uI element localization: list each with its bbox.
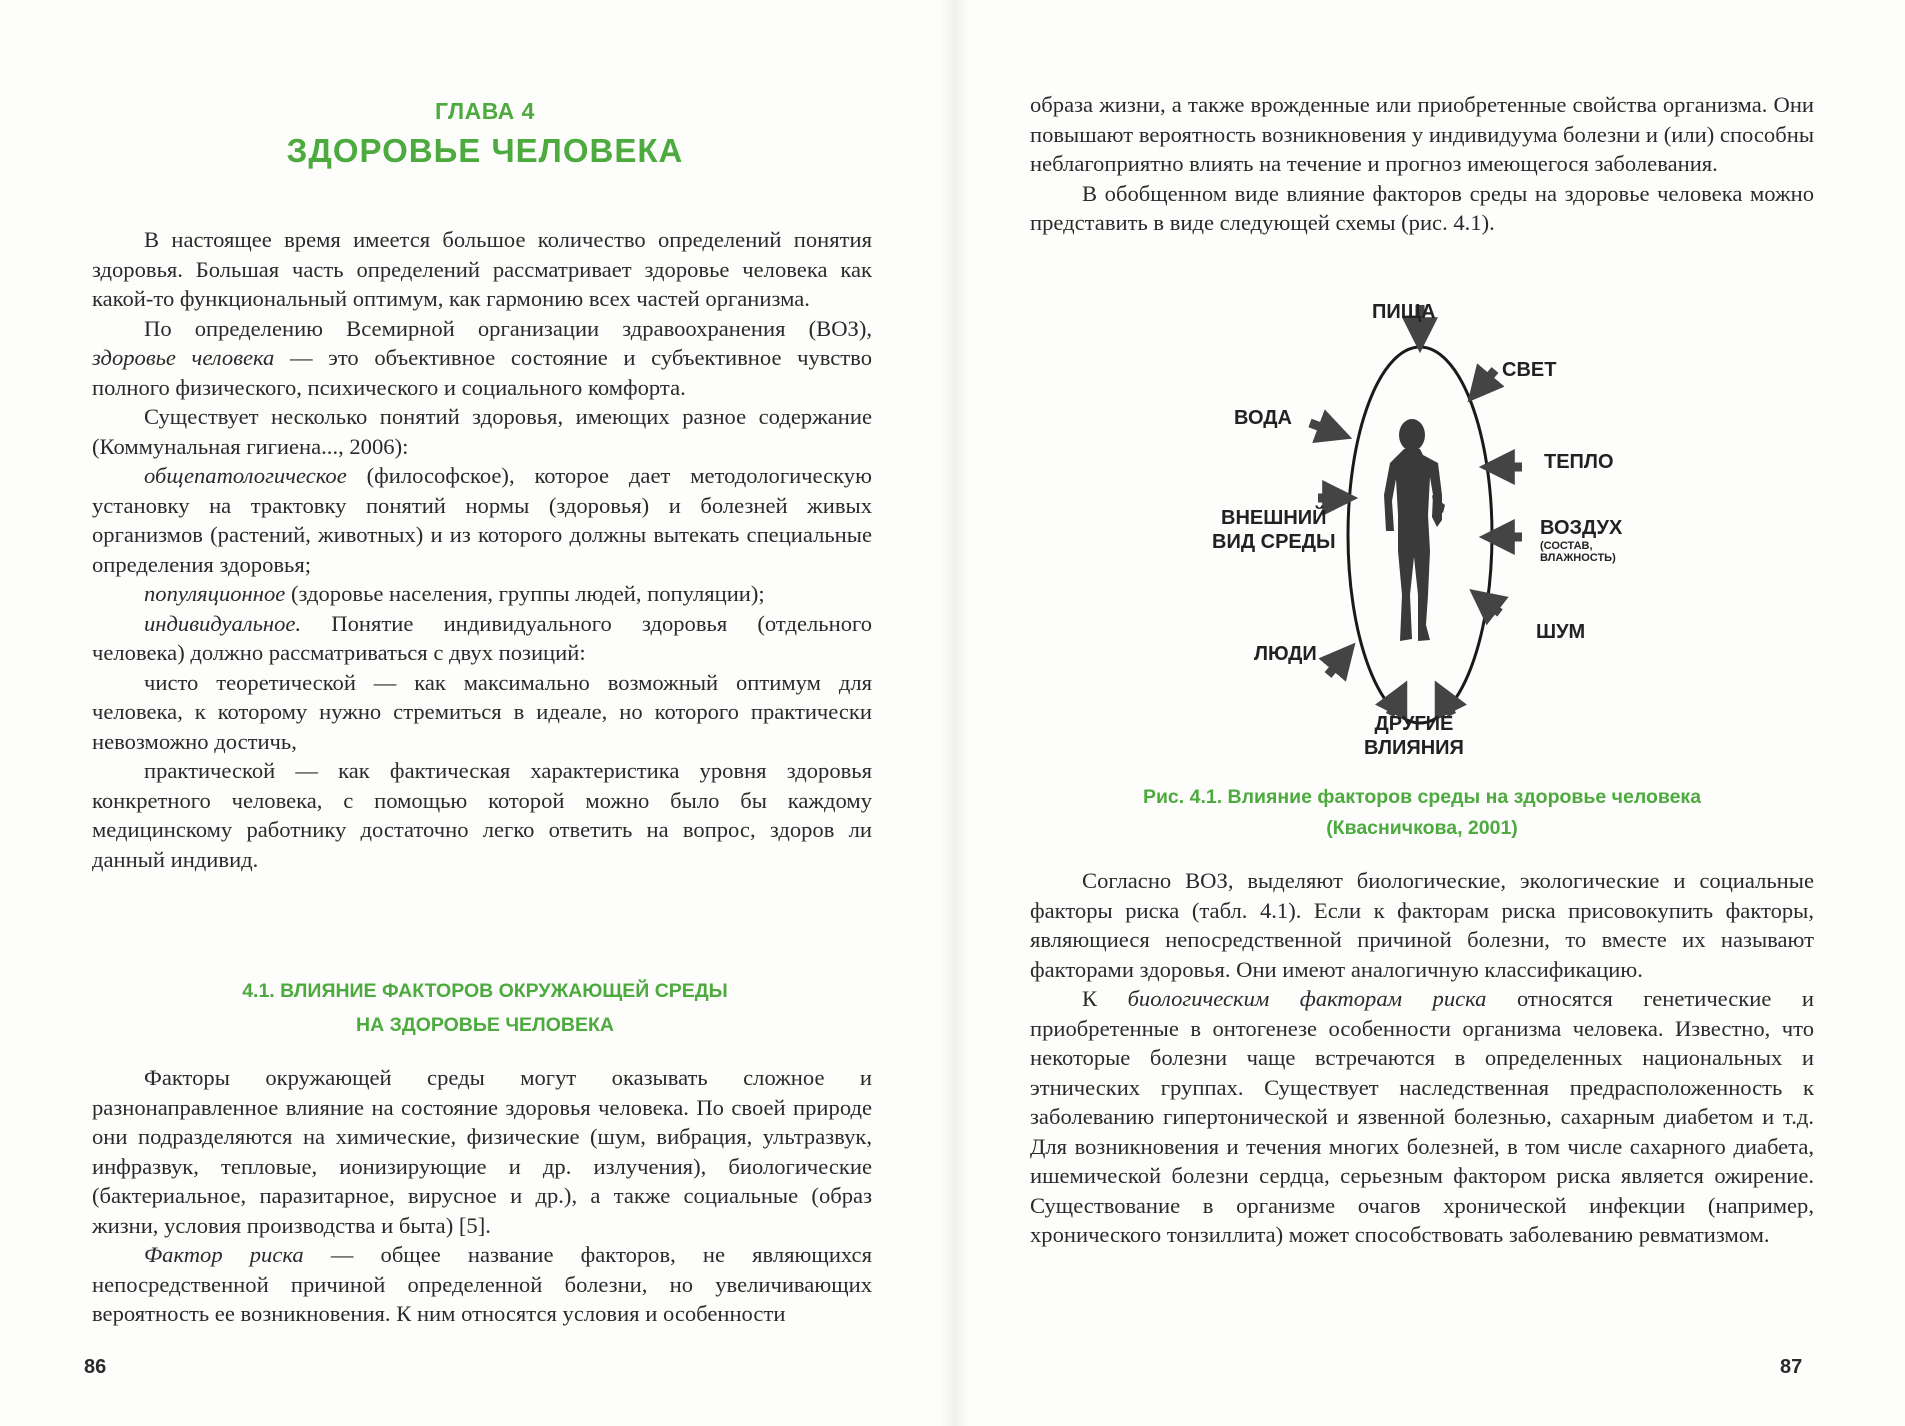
label-people: ЛЮДИ — [1254, 643, 1317, 665]
risk-factors-text-block — [1030, 866, 1814, 1250]
term-italic: здоровье человека — [92, 345, 275, 370]
chapter-label: ГЛАВА 4 — [435, 98, 535, 124]
figure-caption — [1030, 782, 1814, 844]
term-italic: общепатологическое — [144, 463, 347, 488]
term-italic: популяционное — [144, 581, 286, 606]
paragraph: Существует несколько понятий здоровья, имеющих разное содержание (Коммунальная гигиена..., 2006): — [92, 404, 872, 459]
paragraph: практической — как фактическая характеристика уровня здоровья конкретного человека, с помощью которой можно было бы каждому медицинскому работнику достаточно легко ответить на вопрос, здоров ли данный индивид. — [92, 758, 872, 872]
label-heat: ТЕПЛО — [1544, 451, 1614, 473]
paragraph: В обобщенном виде влияние факторов среды на здоровье человека можно представить в виде следующей схемы (рис. 4.1). — [1030, 180, 1814, 235]
paragraph-text: — это объективное состояние и субъективное чувство полного физического, психического и социального комфорта. — [92, 345, 872, 400]
label-water: ВОДА — [1234, 407, 1292, 429]
label-appearance — [1212, 506, 1336, 554]
arrow-light — [1478, 370, 1495, 390]
arrow-people — [1328, 655, 1345, 675]
label-other-line: ДРУГИЕ — [1374, 713, 1454, 735]
paragraph: Факторы окружающей среды могут оказывать сложное и разнонаправленное влияние на состояние здоровья человека. По своей природе они подразделяются на химические, физические (шум, вибрация, ультразвук, инфразвук, тепловые, ионизирующие и др. излучения), биологические (бактериальное, паразитарное, вирусное и др.), а также социальные (образ жизни, условия производства и быта) [5]. — [92, 1065, 872, 1238]
page-number: 87 — [1780, 1356, 1803, 1378]
label-air-sub: ВЛАЖНОСТЬ) — [1540, 552, 1616, 564]
paragraph: чисто теоретической — как максимально возможный оптимум для человека, к которому нужно стремиться в идеале, но которого практически невозможно достичь, — [92, 669, 872, 754]
arrow-water — [1310, 423, 1337, 433]
label-other-line: ВЛИЯНИЯ — [1364, 737, 1464, 759]
paragraph-text: Понятие индивидуального здоровья (отдельного человека) должно рассматриваться с двух позиций: — [92, 610, 872, 665]
chapter-title: ЗДОРОВЬЕ ЧЕЛОВЕКА — [286, 132, 684, 169]
term-italic: биологическим факторам риска — [1127, 986, 1487, 1011]
paragraph-text: По определению Всемирной организации здравоохранения (ВОЗ), — [144, 315, 872, 341]
label-appearance-line: ВНЕШНИЙ — [1221, 507, 1327, 529]
paragraph-text: (философское), которое дает методологическую установку на трактовку понятий нормы (здоровья) и болезней живых организмов (растений, животных) и из которого должны вытекать специальные определения здоровья; — [92, 463, 872, 577]
paragraph: В настоящее время имеется большое количество определений понятия здоровья. Большая часть определений рассматривает здоровье человека как какой-то функциональный оптимум, как гармонию всех частей организма. — [92, 227, 872, 311]
paragraph-text: относятся генетические и приобретенные в онтогенезе особенности организма человека. Известно, что некоторые болезни чаще встречаются в определенных национальных и этнических группах. Существует наследственная предрасположенность к заболеванию гипертонической и язвенной болезнью, сахарным диабетом и т.д. Для возникновения и течения многих болезней, в том числе сахарного диабета, ишемической болезни сердца, серьезным фактором риска является ожирение. Существование в организме очагов хронической инфекции (например, хронического тонзиллита) может способствовать заболеванию ревматизмом. — [1030, 986, 1814, 1247]
page-number: 86 — [84, 1356, 107, 1378]
label-air-title: ВОЗДУХ — [1540, 517, 1623, 539]
label-air-sub: (СОСТАВ, — [1540, 540, 1593, 552]
term-italic: Фактор риска — [144, 1242, 304, 1267]
paragraph-biological — [1030, 984, 1814, 1250]
label-other — [1364, 712, 1464, 760]
paragraph: образа жизни, а также врожденные или приобретенные свойства организма. Они повышают вероятность возникновения у индивидуума болезни и (или) способны неблагоприятно влиять на течение и прогноз имеющегося заболевания. — [1030, 92, 1814, 176]
paragraph-text: — общее название факторов, не являющихся непосредственной причиной определенной болезни, но увеличивающих вероятность ее возникновения. К ним относятся условия и особенности — [92, 1242, 872, 1326]
human-silhouette — [1384, 419, 1445, 641]
label-food: ПИЩА — [1372, 301, 1436, 323]
label-appearance-line: ВИД СРЕДЫ — [1212, 531, 1336, 553]
section-title-line: 4.1. ВЛИЯНИЕ ФАКТОРОВ ОКРУЖАЮЩЕЙ СРЕДЫ — [242, 980, 728, 1002]
term-italic: индивидуальное. — [144, 610, 302, 636]
paragraph-text: К — [1082, 986, 1098, 1011]
figure-caption-line: Рис. 4.1. Влияние факторов среды на здоровье человека — [1142, 786, 1702, 808]
section-title-line: НА ЗДОРОВЬЕ ЧЕЛОВЕКА — [356, 1014, 614, 1036]
figure-caption-source: (Квасничкова, 2001) — [1326, 817, 1518, 839]
label-noise: ШУМ — [1536, 621, 1586, 643]
label-air — [1540, 516, 1622, 564]
paragraph: Согласно ВОЗ, выделяют биологические, экологические и социальные факторы риска (табл. 4.1). Если к факторам риска присовокупить факторы, являющиеся непосредственной причиной болезни, то вместе их называют факторами здоровья. Они имеют аналогичную классификацию. — [1030, 868, 1814, 982]
continued-text-block — [1030, 90, 1814, 238]
label-light: СВЕТ — [1502, 359, 1557, 381]
paragraph-text: (здоровье населения, группы людей, популяции); — [290, 581, 765, 606]
